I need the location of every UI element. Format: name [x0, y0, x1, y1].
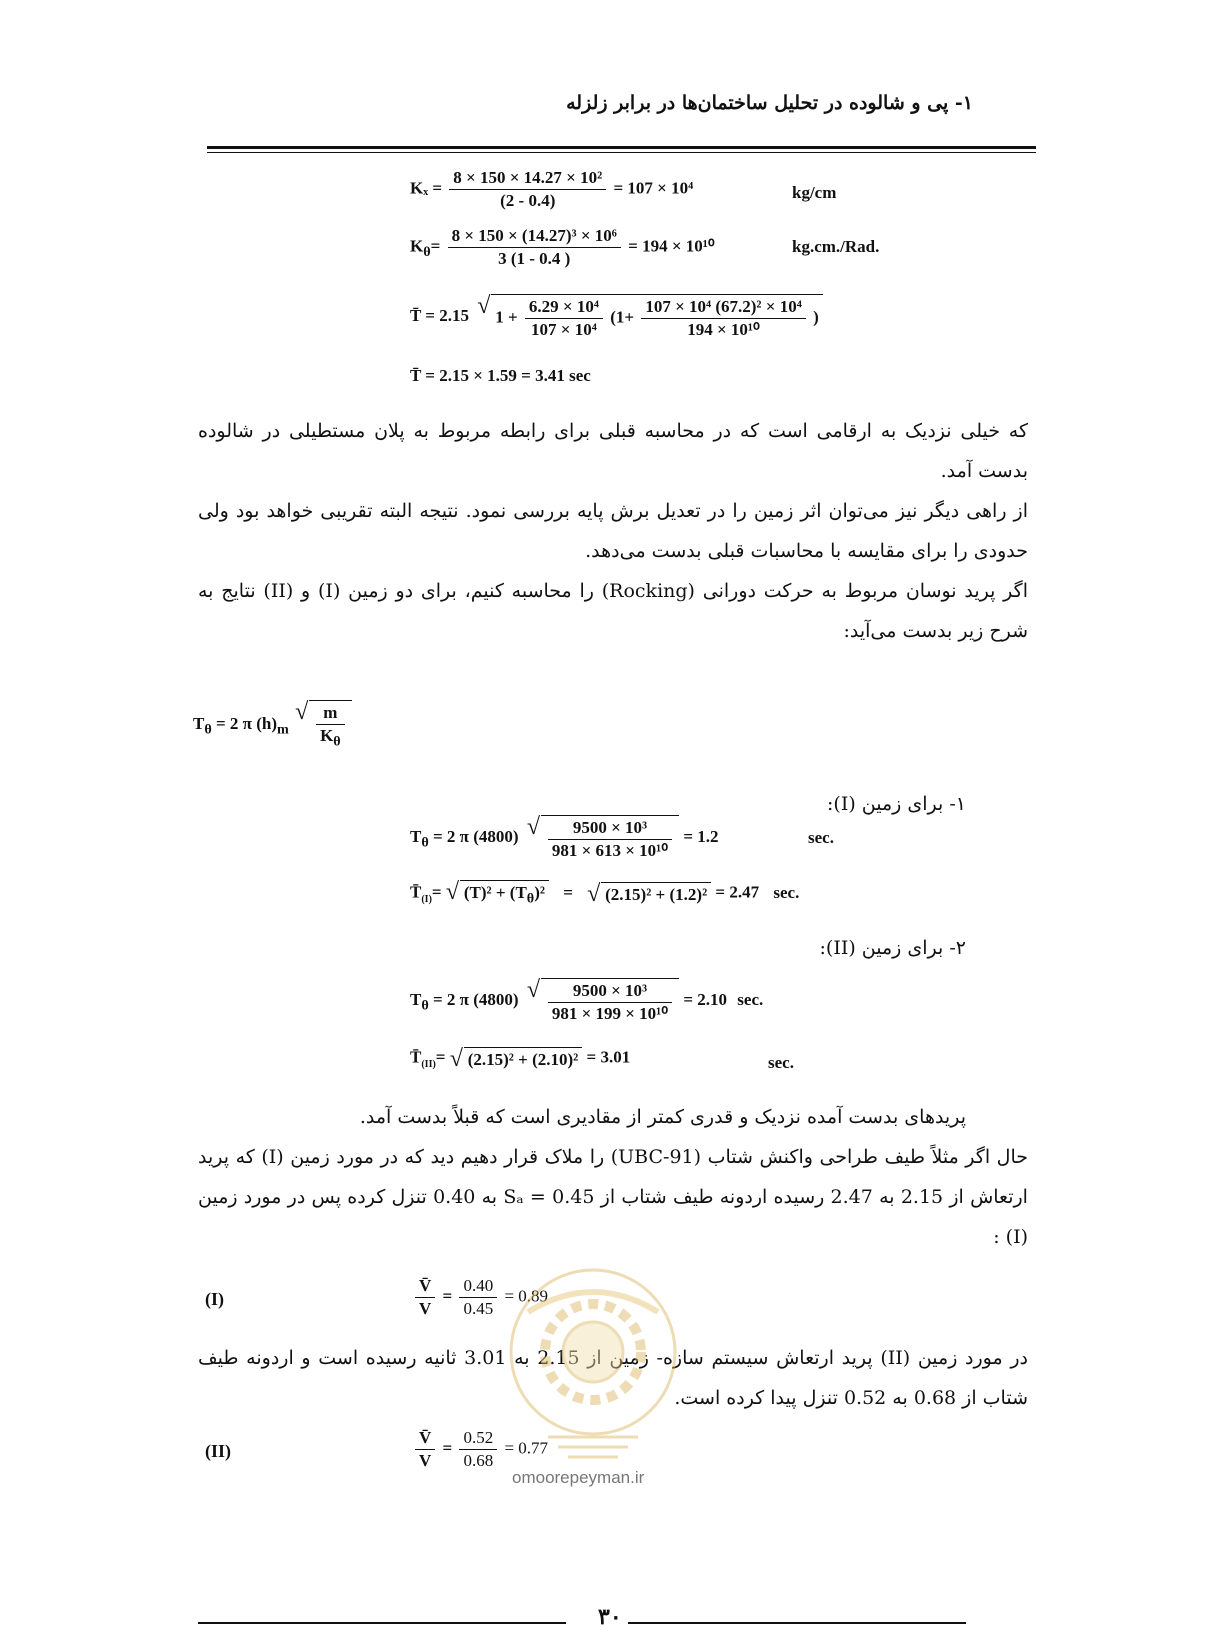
- square-root: [464, 1047, 583, 1070]
- eq-term: = 2 π (4800): [432, 989, 519, 1009]
- unit-kgcm: kg/cm: [792, 183, 837, 202]
- eq-term: = 2 π (4800): [432, 826, 519, 846]
- equation-ttheta-general: [193, 700, 352, 750]
- eq-lhs: K: [410, 236, 424, 256]
- eq-term: =: [442, 1438, 453, 1458]
- equation-tbar-I: [410, 880, 799, 907]
- fraction-num: 8 × 150 × 14.27 × 10²: [449, 168, 606, 190]
- fraction: [448, 226, 621, 269]
- fraction-den: V: [419, 1451, 432, 1470]
- eq-term: =: [435, 1047, 446, 1067]
- eq-sub: θ: [526, 890, 535, 907]
- equation-ttheta-1: [410, 815, 719, 861]
- eq-lhs: T̄: [410, 1047, 422, 1067]
- fraction-num: 0.52: [459, 1428, 497, 1450]
- eq-lhs: T: [193, 714, 205, 734]
- eq-term: (2.15)² + (2.10)²: [467, 1050, 579, 1069]
- header-rule-thin: [207, 152, 1036, 153]
- unit-sec: sec.: [768, 1053, 794, 1072]
- equation-kx: [410, 168, 693, 211]
- fraction-den: 981 × 199 × 10¹⁰: [551, 1004, 669, 1023]
- eq-lhs: T: [410, 989, 422, 1009]
- fraction: [415, 1276, 435, 1319]
- square-root: [541, 978, 679, 1024]
- unit-sec: sec.: [808, 828, 834, 847]
- eq-term: )²: [534, 883, 545, 902]
- eq-lhs: T̄: [410, 882, 422, 902]
- eq-sub: m: [277, 721, 289, 738]
- eq-term: (2.15)² + (1.2)²: [605, 885, 708, 905]
- equation-tbar-root: [410, 294, 823, 340]
- footer-rule-right: [628, 1622, 966, 1624]
- eq-term: ): [813, 307, 819, 327]
- equation-ttheta-2: [410, 978, 763, 1024]
- eq-lhs-sub: (I): [421, 894, 432, 905]
- label-ground-I: (I): [205, 1289, 224, 1309]
- fraction-den: 0.68: [463, 1451, 494, 1470]
- eq-term: 1 +: [495, 307, 518, 327]
- fraction: [548, 981, 672, 1024]
- list-item-1: ۱- برای زمین (I):: [827, 793, 966, 815]
- eq-rhs: = 2.10: [683, 989, 728, 1009]
- square-root: [460, 880, 549, 907]
- fraction-num: 8 × 150 × (14.27)³ × 10⁶: [448, 226, 621, 248]
- square-root: [491, 294, 823, 340]
- fraction: [449, 168, 606, 211]
- footer-rule-left: [198, 1622, 566, 1624]
- eq-rhs: = 107 × 10⁴: [613, 178, 694, 198]
- fraction-num: √ m: [316, 703, 345, 725]
- eq-rhs: = 3.01: [586, 1047, 631, 1067]
- eq-rhs: = 0.89: [504, 1286, 549, 1306]
- eq-rhs: = 194 × 10¹⁰: [628, 236, 715, 256]
- equation-tbar-result: T̄ = 2.15 × 1.59 = 3.41 sec: [410, 366, 591, 385]
- eq-term: (T)² + (T: [463, 883, 527, 902]
- running-header: ۱- پی و شالوده در تحلیل ساختمان‌ها در برابر زلزله: [566, 92, 973, 114]
- fraction-den: V: [419, 1299, 432, 1318]
- eq-rhs: = 2.47: [715, 882, 760, 902]
- eq-lhs-sub: (II): [421, 1058, 436, 1070]
- eq-lhs: Kₓ =: [410, 178, 443, 198]
- paragraph-6: در مورد زمین (II) پرید ارتعاش سیستم سازه- زمین از 2.15 به 3.01 ثانیه رسیده است و اردونه طیف شتاب از 0.68 به 0.52 تنزل پیدا کرده است.: [198, 1347, 1028, 1409]
- page-number: ۳۰: [598, 1604, 622, 1630]
- fraction: [316, 703, 345, 750]
- paragraph-1: که خیلی نزدیک به ارقامی است که در محاسبه قبلی برای رابطه مربوط به پلان مستطیلی در شالوده بدست آمد.: [198, 420, 1028, 482]
- fraction-den: 107 × 10⁴: [531, 320, 597, 339]
- fraction-den: 194 × 10¹⁰: [687, 320, 760, 339]
- eq-term: (1+: [610, 307, 635, 327]
- unit-kgcmrad: kg.cm./Rad.: [792, 237, 880, 256]
- fraction-num: 6.29 × 10⁴: [525, 297, 603, 319]
- eq-term: =: [431, 882, 442, 902]
- eq-term: = 2 π (h): [215, 714, 278, 734]
- fraction-num: √ 9500 × 10³: [548, 818, 672, 840]
- eq-term: =: [563, 882, 573, 902]
- fraction-num: V̄: [415, 1276, 435, 1298]
- equation-ktheta: $K_\theta=$ $\frac{\text{8 × 150 × (14.27)³ × 10⁶}}{3 (1 - 0.4 )}$ = 194 × 10¹⁰: [410, 226, 715, 268]
- paragraph-5: حال اگر مثلاً طیف طراحی واکنش شتاب (UBC-91) را ملاک قرار دهیم دید که در مورد زمین (I) که پرید ارتعاش از 2.15 به 2.47 رسیده اردونه طیف شتاب از Sₐ = 0.45 به 0.40 تنزل کرده پس در مورد زمین (I) :: [198, 1146, 1029, 1248]
- fraction: [641, 297, 806, 340]
- equation-tbar-II: [410, 1047, 630, 1070]
- eq-lhs-sub: θ: [421, 997, 429, 1014]
- eq-lhs: T̄ = 2.15: [410, 305, 469, 325]
- eq-lhs-sub: θ: [421, 834, 429, 851]
- label-ground-II: (II): [205, 1441, 231, 1461]
- paragraph-2: از راهی دیگر نیز می‌توان اثر زمین را در تعدیل برش پایه بررسی نمود. نتیجه البته تقریبی خواهد بود ولی حدودی را برای مقایسه با محاسبات قبلی بدست می‌دهد.: [198, 500, 1028, 562]
- eq-rhs: = 0.77: [504, 1438, 549, 1458]
- eq-lhs-sub: θ: [204, 721, 212, 738]
- square-root: [309, 700, 352, 750]
- list-item-2: ۲- برای زمین (II):: [819, 937, 966, 959]
- fraction-den: 981 × 613 × 10¹⁰: [551, 841, 669, 860]
- paragraph-3: اگر پرید نوسان مربوط به حرکت دورانی (Rocking) را محاسبه کنیم، برای دو زمین (I) و (II) نتایج به شرح زیر بدست می‌آید:: [198, 580, 1028, 642]
- fraction-den: 0.45: [463, 1299, 494, 1318]
- eq-lhs-sub: θ: [423, 243, 431, 260]
- fraction-num: 107 × 10⁴ (67.2)² × 10⁴: [641, 297, 806, 319]
- fraction: [415, 1428, 435, 1471]
- header-rule: [207, 146, 1036, 149]
- paragraph-4: پریدهای بدست آمده نزدیک و قدری کمتر از مقادیری است که قبلاً بدست آمد.: [359, 1106, 966, 1128]
- fraction-num: 0.40: [459, 1276, 497, 1298]
- fraction-num: V̄: [415, 1428, 435, 1450]
- fraction: [548, 818, 672, 861]
- eq-term: =: [442, 1286, 453, 1306]
- unit-sec: sec.: [773, 882, 800, 902]
- gear-logo-icon: [488, 1252, 698, 1472]
- watermark-url: omoorepeyman.ir: [512, 1468, 645, 1487]
- unit-sec: sec.: [737, 989, 764, 1009]
- fraction-den: (2 - 0.4): [500, 191, 556, 210]
- square-root: [541, 815, 679, 861]
- eq-rhs: = 1.2: [683, 826, 719, 846]
- fraction-den: 3 (1 - 0.4 ): [498, 249, 571, 268]
- fraction-num: √ 9500 × 10³: [548, 981, 672, 1003]
- fraction-den: K: [320, 726, 334, 745]
- fraction: [525, 297, 603, 340]
- eq-lhs: T: [410, 826, 422, 846]
- square-root: [601, 882, 711, 905]
- fraction-den-sub: θ: [333, 733, 341, 750]
